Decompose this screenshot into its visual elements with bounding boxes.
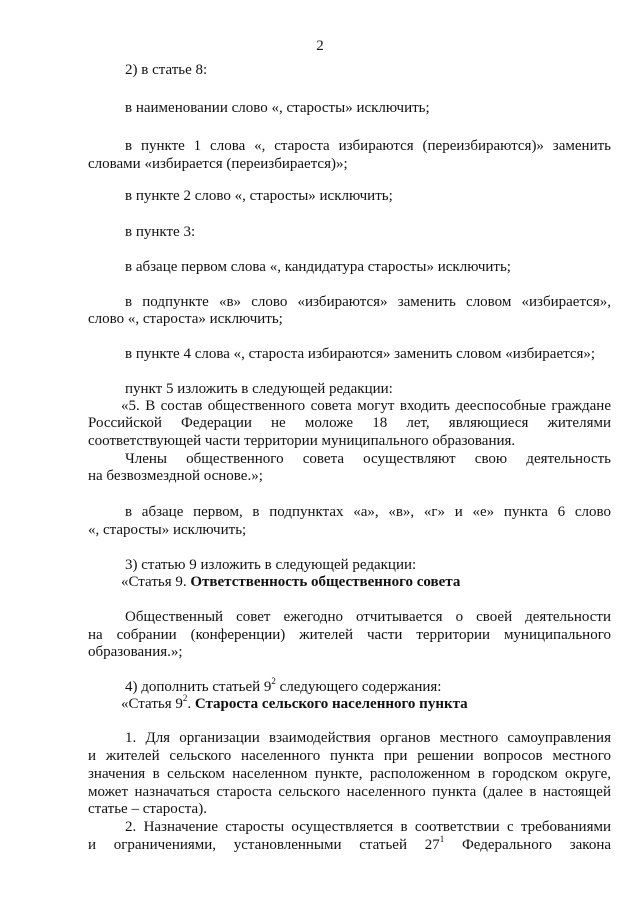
paragraph-line: Российской Федерации не моложе 18 лет, являющиеся жителями: [88, 415, 611, 431]
paragraph-line: в наименовании слово «, старосты» исключить;: [125, 100, 430, 116]
paragraph-line: в подпункте «в» слово «избираются» заменить словом «избирается»,: [125, 294, 611, 310]
paragraph-line: 2. Назначение старосты осуществляется в соответствии с требованиями: [125, 819, 611, 835]
page-number: 2: [316, 38, 324, 54]
paragraph-line: образования.»;: [88, 644, 183, 660]
paragraph-line: «, старосты» исключить;: [88, 522, 247, 538]
paragraph-line: 4) дополнить статьей $9^2$ следующего содержания:: [125, 676, 442, 695]
article-9-2-heading: «Статья $9^2$. Староста сельского населенного пункта: [121, 693, 468, 712]
paragraph-line: в пункте 1 слова «, староста избираются (переизбираются)» заменить: [125, 138, 611, 154]
paragraph-line: соответствующей части территории муниципального образования.: [88, 433, 516, 449]
paragraph-line: в абзаце первом, в подпунктах «а», «в», «г» и «е» пункта 6 слово: [125, 504, 611, 520]
paragraph-line: 1. Для организации взаимодействия органов местного самоуправления: [125, 730, 611, 746]
paragraph-line: и жителей сельского населенного пункта при решении вопросов местного: [88, 748, 611, 764]
paragraph-line: 3) статью 9 изложить в следующей редакции:: [125, 557, 417, 573]
paragraph-line: в пункте 2 слово «, старосты» исключить;: [125, 188, 393, 204]
paragraph-line: пункт 5 изложить в следующей редакции:: [125, 381, 393, 397]
paragraph-line: на безвозмездной основе.»;: [88, 468, 263, 484]
paragraph-line: может назначаться староста сельского населенного пункта (далее в настоящей: [88, 784, 611, 800]
paragraph-line: в абзаце первом слова «, кандидатура старосты» исключить;: [125, 259, 511, 275]
paragraph-line: статье – староста).: [88, 801, 207, 817]
paragraph-line: 2) в статье 8:: [125, 62, 208, 78]
paragraph-line: и ограничениями, установленными статьей $27^1$ Федерального закона: [88, 834, 611, 853]
paragraph-line: Члены общественного совета осуществляют свою деятельность: [125, 451, 611, 467]
paragraph-line: «5. В состав общественного совета могут входить дееспособные граждане: [121, 398, 611, 414]
paragraph-line: словами «избирается (переизбирается)»;: [88, 156, 348, 172]
paragraph-line: слово «, староста» исключить;: [88, 311, 283, 327]
paragraph-line: Общественный совет ежегодно отчитывается о своей деятельности: [125, 609, 611, 625]
paragraph-line: в пункте 4 слова «, староста избираются» заменить словом «избирается»;: [125, 346, 596, 362]
paragraph-line: в пункте 3:: [125, 224, 196, 240]
paragraph-line: значения в сельском населенном пункте, расположенном в городском округе,: [88, 766, 611, 782]
article-9-heading: «Статья 9. Ответственность общественного совета: [121, 574, 461, 590]
paragraph-line: на собрании (конференции) жителей части территории муниципального: [88, 627, 611, 643]
